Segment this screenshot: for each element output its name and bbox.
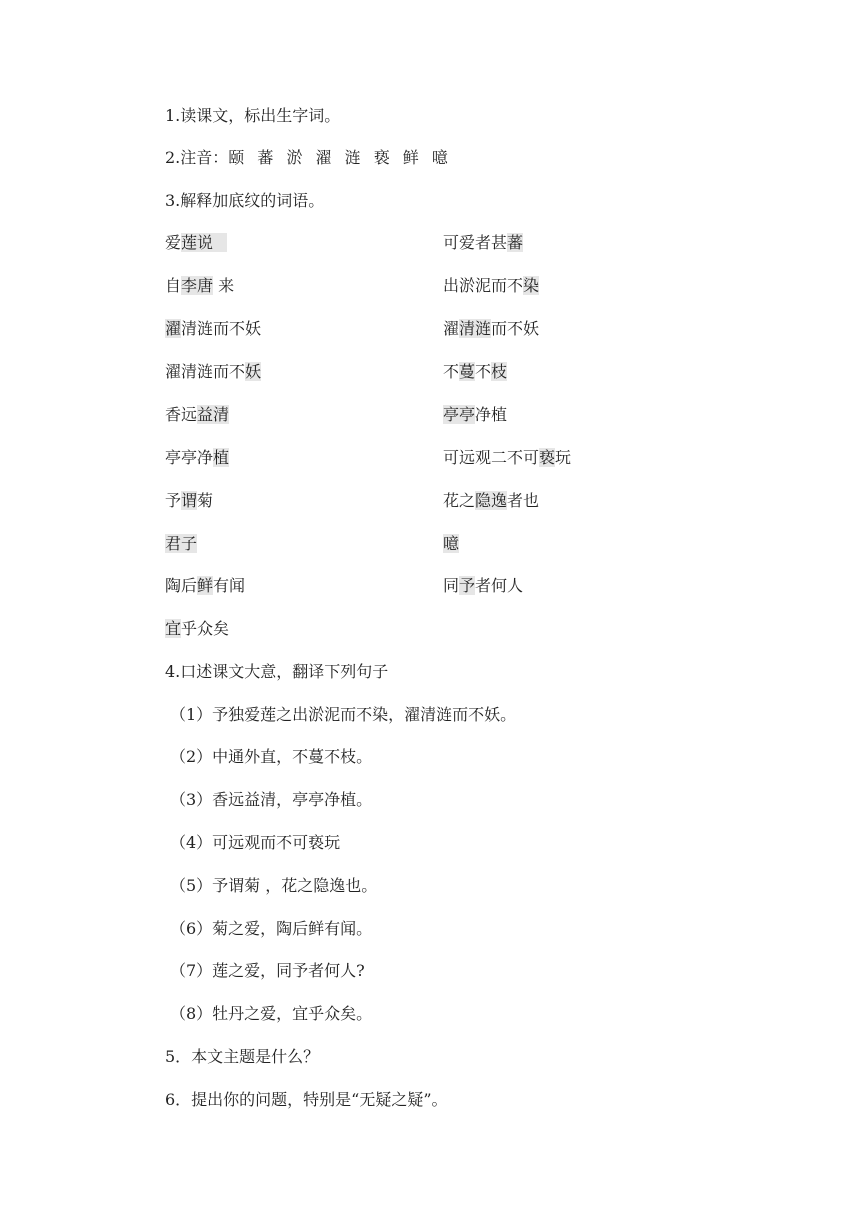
vocab-item: 陶后鲜有闻 [165,576,246,595]
vocab-item: 亭亭净植 [165,448,230,467]
question-2-pinyin: 2.注音：颐 蕃 淤 濯 涟 亵 鲜 噫 [165,148,448,167]
vocab-item: 噫 [443,534,460,553]
vocab-item: 同予者何人 [443,576,524,595]
question-1: 1.读课文，标出生字词。 [165,106,341,125]
vocab-item: 爱莲说 [165,232,227,254]
sentence-item: （1）予独爱莲之出淤泥而不染，濯清涟而不妖。 [170,705,517,724]
vocab-item: 宜乎众矣 [165,619,230,638]
vocab-item: 君子 [165,534,198,553]
vocab-item: 濯清涟而不妖 [165,319,262,338]
vocab-item: 不蔓不枝 [443,362,508,381]
sentence-item: （8）牡丹之爱，宜乎众矣。 [170,1004,373,1023]
sentence-item: （7）莲之爱，同予者何人? [170,961,365,980]
sentence-item: （5）予谓菊 ，花之隐逸也。 [170,876,378,895]
vocab-item: 出淤泥而不染 [443,276,540,295]
vocab-item: 亭亭净植 [443,405,508,424]
question-4: 4.口述课文大意，翻译下列句子 [165,662,389,681]
vocab-item: 予谓菊 [165,491,214,510]
sentence-item: （6）菊之爱，陶后鲜有闻。 [170,919,373,938]
question-3: 3.解释加底纹的词语。 [165,191,325,210]
vocab-item: 花之隐逸者也 [443,491,540,510]
sentence-item: （4）可远观而不可亵玩 [170,833,341,852]
question-6: 6．提出你的问题，特别是“无疑之疑”。 [165,1090,448,1109]
vocab-item: 濯清涟而不妖 [443,319,540,338]
question-5: 5．本文主题是什么？ [165,1047,320,1066]
vocab-item: 香远益清 [165,405,230,424]
vocab-item: 可远观二不可亵玩 [443,448,572,467]
sentence-item: （2）中通外直，不蔓不枝。 [170,747,373,766]
sentence-item: （3）香远益清，亭亭净植。 [170,790,373,809]
vocab-item: 自李唐 来 [165,276,235,295]
vocab-item: 濯清涟而不妖 [165,362,262,381]
vocab-item: 可爱者甚蕃 [443,233,524,252]
